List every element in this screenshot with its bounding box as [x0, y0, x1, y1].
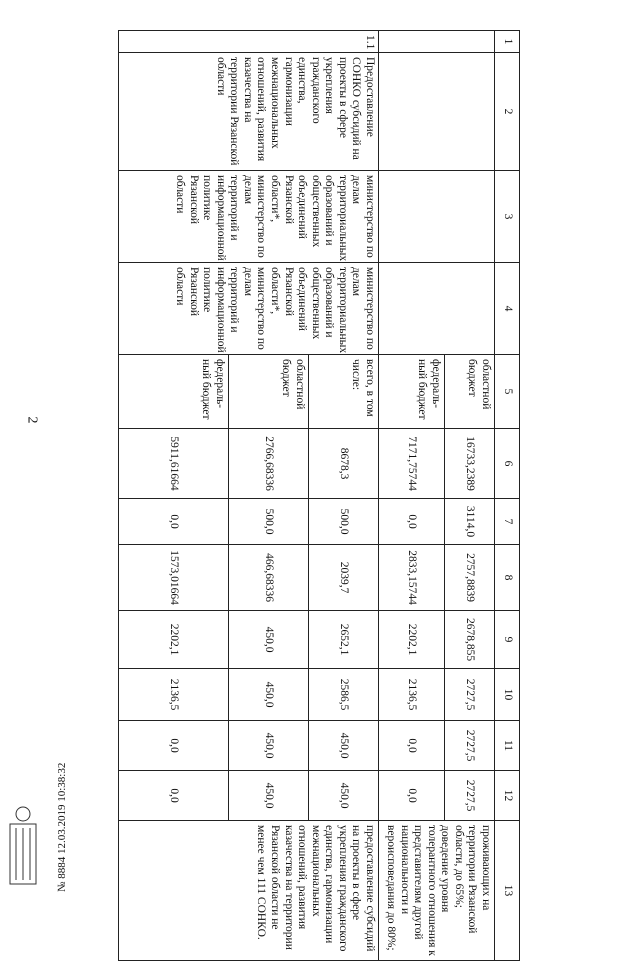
seal-icon [4, 800, 42, 890]
col-header: 12 [495, 771, 520, 821]
funding-source: федераль-ный бюджет [119, 355, 229, 429]
cell-value: 1573,01664 [119, 545, 229, 611]
cell-value: 0,0 [379, 721, 445, 771]
cell-value: 450,0 [309, 771, 379, 821]
cell-value: 450,0 [229, 721, 309, 771]
result-text: предоставление субсидий на проекты в сфере укрепления гражданского единства, гармонизации межнациональных отношений, развития казачества на территории Рязанской области не менее чем 111 СОНКО. [119, 821, 379, 961]
cell-value: 2652,1 [309, 611, 379, 669]
cell-value: 2136,5 [379, 669, 445, 721]
cell-value: 2136,5 [119, 669, 229, 721]
col-header: 8 [495, 545, 520, 611]
cell-value: 0,0 [379, 499, 445, 545]
item-name: Предоставление СОНКО субсидий на проекты в сфере укрепления гражданского единства, гармонизации межнациональных отношений, развития казачества на территории Рязанской области [119, 53, 379, 171]
col-header: 6 [495, 429, 520, 499]
executor: министерство по делам территориальных образований и общественных объединений Рязанской области*, министерство по делам территорий и информационной политике Рязанской области [119, 263, 379, 355]
cell-value: 500,0 [309, 499, 379, 545]
cell-value: 0,0 [119, 771, 229, 821]
cell-value: 2202,1 [119, 611, 229, 669]
cell-value: 2039,7 [309, 545, 379, 611]
page-number: 2 [24, 416, 40, 424]
cell-value: 16733,2389 [445, 429, 495, 499]
col-header: 1 [495, 31, 520, 53]
cell-value: 3114,0 [445, 499, 495, 545]
cell-value: 466,68336 [229, 545, 309, 611]
item-number: 1.1 [119, 31, 379, 53]
header-row [495, 31, 520, 961]
budget-table [118, 30, 520, 961]
col-header: 9 [495, 611, 520, 669]
cell-value: 450,0 [229, 669, 309, 721]
cell-value: 0,0 [119, 721, 229, 771]
cell-value: 0,0 [379, 771, 445, 821]
cell-value: 2727,5 [445, 669, 495, 721]
cell-value: 450,0 [229, 771, 309, 821]
col-header: 10 [495, 669, 520, 721]
funding-source: областной бюджет [445, 355, 495, 429]
executor: министерство по делам территориальных образований и общественных объединений Рязанской области*, министерство по делам территорий и информационной политике Рязанской области [119, 171, 379, 263]
col-header: 3 [495, 171, 520, 263]
budget-table-landscape [80, 30, 520, 956]
cell-value: 8678,3 [309, 429, 379, 499]
col-header: 7 [495, 499, 520, 545]
funding-source: федераль-ный бюджет [379, 355, 445, 429]
registration-stamp: № 8884 12.03.2019 10:38:32 [56, 762, 68, 892]
col-header: 4 [495, 263, 520, 355]
funding-source: всего, в том числе: [309, 355, 379, 429]
cell-value: 2833,15744 [379, 545, 445, 611]
cell-value: 450,0 [309, 721, 379, 771]
table-row [309, 31, 379, 961]
cell-value: 7171,75744 [379, 429, 445, 499]
cell-value: 450,0 [229, 611, 309, 669]
cell-value: 2727,5 [445, 721, 495, 771]
cell-value: 2766,68336 [229, 429, 309, 499]
col-header: 11 [495, 721, 520, 771]
cell-value: 2586,5 [309, 669, 379, 721]
cell-value: 500,0 [229, 499, 309, 545]
col-header: 13 [495, 821, 520, 961]
cell-value: 2678,855 [445, 611, 495, 669]
col-header: 2 [495, 53, 520, 171]
cell-value: 2727,5 [445, 771, 495, 821]
result-text: проживающих на территории Рязанской области, до 65%; доведение уровня толерантного отношения к представителям другой национальности и вероисповедания до 80%; [379, 821, 495, 961]
cell-value: 5911,61664 [119, 429, 229, 499]
table-row [445, 31, 495, 961]
cell-value: 0,0 [119, 499, 229, 545]
funding-source: областной бюджет [229, 355, 309, 429]
cell-value: 2757,8839 [445, 545, 495, 611]
cell-value: 2202,1 [379, 611, 445, 669]
col-header: 5 [495, 355, 520, 429]
